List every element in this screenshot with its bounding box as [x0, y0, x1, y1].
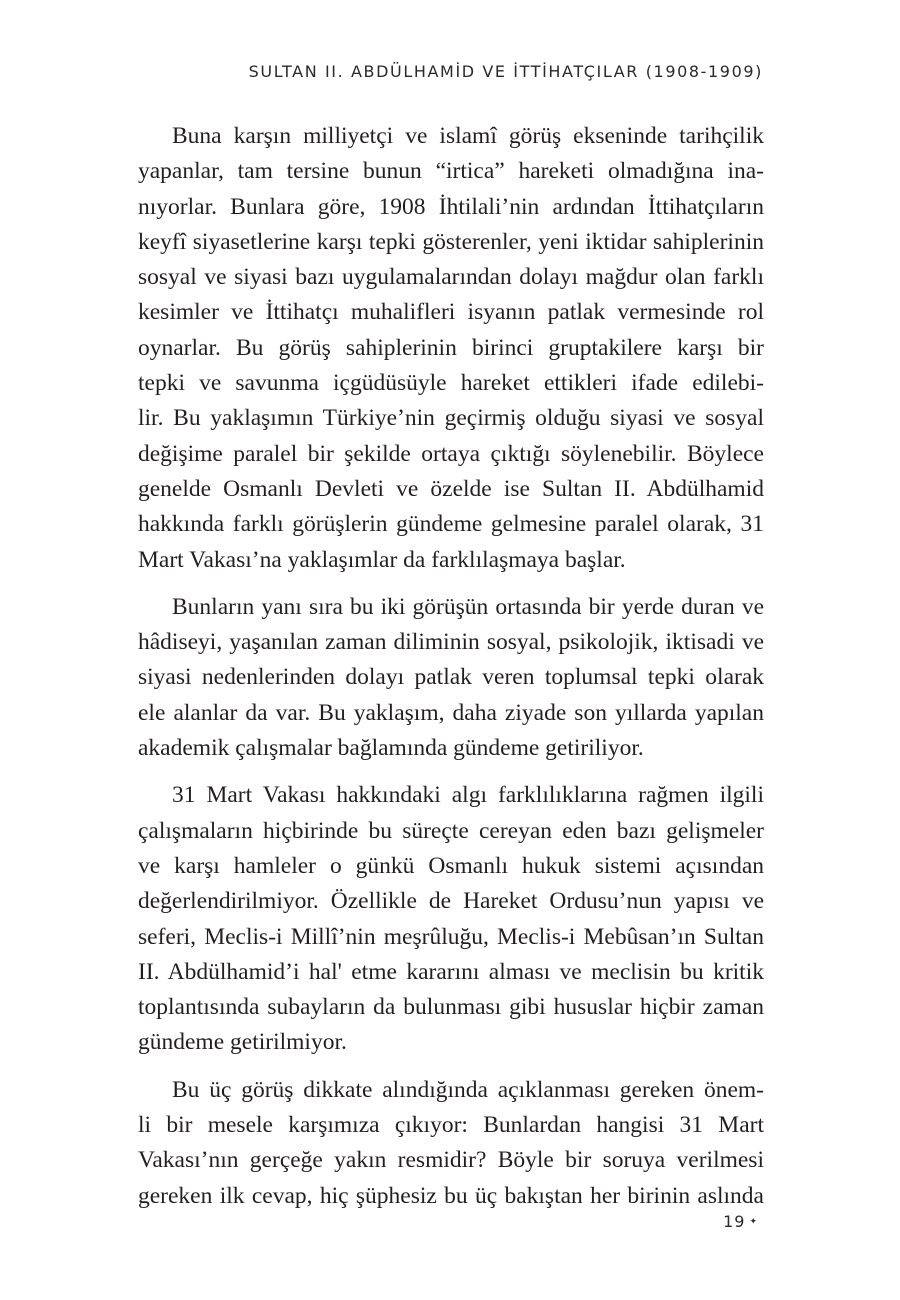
- ornament-icon: ✦: [749, 1216, 758, 1227]
- paragraph-2: [138, 590, 764, 766]
- text-line: genelde Osmanlı Devleti ve özelde ise Sultan II. Abdülhamid: [138, 475, 764, 502]
- text-line: keyfî siyasetlerine karşı tepki gösterenler, yeni iktidar sahiplerinin: [138, 228, 764, 255]
- text-line: gereken ilk cevap, hiç şüphesiz bu üç bakıştan her birinin aslında: [138, 1182, 764, 1209]
- text-line: li bir mesele karşımıza çıkıyor: Bunlardan hangisi 31 Mart: [138, 1112, 764, 1139]
- text-line: değerlendirilmiyor. Özellikle de Hareket Ordusu’nun yapısı ve: [138, 888, 764, 915]
- text-line: gündeme getirilmiyor.: [138, 1029, 347, 1056]
- text-line: Vakası’nın gerçeğe yakın resmidir? Böyle bir soruya verilmesi: [138, 1147, 764, 1174]
- text-line: II. Abdülhamid’i hal' etme kararını alması ve meclisin bu kritik: [138, 958, 764, 985]
- text-line: oynarlar. Bu görüş sahiplerinin birinci gruptakilere karşı bir: [138, 334, 764, 361]
- text-line: nıyorlar. Bunlara göre, 1908 İhtilali’nin ardından İttihatçıların: [138, 193, 764, 220]
- paragraph-4: [138, 1073, 764, 1214]
- text-line: değişime paralel bir şekilde ortaya çıktığı söylenebilir. Böylece: [138, 440, 764, 467]
- text-line: çalışmaların hiçbirinde bu süreçte cereyan eden bazı gelişmeler: [138, 817, 764, 844]
- text-line: yapanlar, tam tersine bunun “irtica” hareketi olmadığına ina-: [138, 158, 764, 185]
- text-line: kesimler ve İttihatçı muhalifleri isyanın patlak vermesinde rol: [138, 299, 764, 326]
- text-line: Buna karşın milliyetçi ve islamî görüş ekseninde tarihçilik: [172, 123, 764, 149]
- text-line: sosyal ve siyasi bazı uygulamalarından dolayı mağdur olan farklı: [138, 264, 764, 291]
- text-line: akademik çalışmalar bağlamında gündeme getiriliyor.: [138, 735, 644, 762]
- body-text: [138, 119, 764, 1226]
- text-line: lir. Bu yaklaşımın Türkiye’nin geçirmiş olduğu siyasi ve sosyal: [138, 405, 764, 432]
- paragraph-3: [138, 778, 764, 1060]
- text-line: hakkında farklı görüşlerin gündeme gelmesine paralel olarak, 31: [138, 511, 764, 538]
- running-header: SULTAN II. ABDÜLHAMİD VE İTTİHATÇILAR (1908-1909): [248, 62, 763, 81]
- text-line: siyasi nedenlerinden dolayı patlak veren toplumsal tepki olarak: [138, 664, 764, 691]
- paragraph-1: [138, 119, 764, 578]
- page-number: [723, 1212, 758, 1231]
- text-line: Mart Vakası’na yaklaşımlar da farklılaşmaya başlar.: [138, 546, 626, 573]
- text-line: ve karşı hamleler o günkü Osmanlı hukuk sistemi açısından: [138, 852, 764, 879]
- page-number-value: 19: [723, 1212, 746, 1231]
- text-line: Bu üç görüş dikkate alındığında açıklanması gereken önem-: [172, 1076, 764, 1103]
- text-line: seferi, Meclis-i Millî’nin meşrûluğu, Meclis-i Mebûsan’ın Sultan: [138, 923, 764, 950]
- text-line: 31 Mart Vakası hakkındaki algı farklılıklarına rağmen ilgili: [172, 782, 764, 809]
- text-line: hâdiseyi, yaşanılan zaman diliminin sosyal, psikolojik, iktisadi ve: [138, 629, 764, 656]
- text-line: Bunların yanı sıra bu iki görüşün ortasında bir yerde duran ve: [172, 593, 764, 620]
- text-line: ele alanlar da var. Bu yaklaşım, daha ziyade son yıllarda yapılan: [138, 699, 764, 726]
- text-line: tepki ve savunma içgüdüsüyle hareket ettikleri ifade edilebi-: [138, 370, 764, 397]
- text-line: toplantısında subayların da bulunması gibi hususlar hiçbir zaman: [138, 994, 764, 1021]
